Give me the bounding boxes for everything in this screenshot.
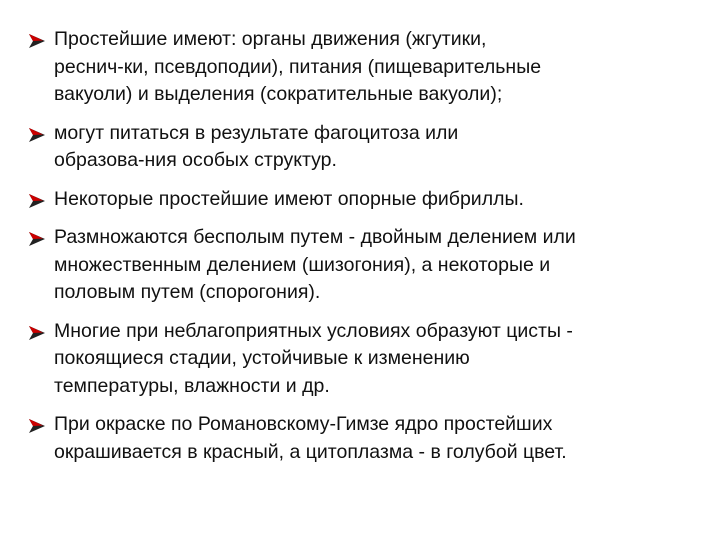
bullet-line: Многие при неблагоприятных условиях образуют цисты -	[54, 319, 573, 342]
bullet-line: множественным делением (шизогония), а некоторые и	[54, 253, 551, 276]
bullet-text	[54, 411, 708, 466]
arrow-bullet-icon	[28, 127, 46, 143]
bullet-line: Некоторые простейшие имеют опорные фибриллы.	[54, 187, 524, 210]
bullet-line: Размножаются бесполым путем - двойным делением или	[54, 226, 576, 248]
bullet-item	[28, 26, 708, 109]
bullet-line: покоящиеся стадии, устойчивые к изменению	[54, 347, 470, 369]
arrow-bullet-icon	[28, 33, 46, 49]
arrow-bullet-icon	[28, 231, 46, 247]
bullet-line: образова-ния особых структур.	[54, 149, 337, 171]
bullet-line: Простейшие имеют: органы движения (жгутики,	[54, 28, 487, 50]
bullet-item	[28, 411, 708, 466]
bullet-line: При окраске по Романовскому-Гимзе ядро простейших	[54, 413, 553, 435]
bullet-text	[54, 120, 708, 175]
arrow-bullet-icon	[28, 418, 46, 434]
bullet-line: температуры, влажности и др.	[54, 374, 330, 397]
bullet-line: реснич-ки, псевдоподии), питания (пищеварительные	[54, 55, 542, 78]
bullet-text	[54, 186, 708, 214]
arrow-bullet-icon	[28, 325, 46, 341]
bullet-list	[28, 26, 708, 477]
bullet-line: окрашивается в красный, а цитоплазма - в голубой цвет.	[54, 440, 567, 463]
bullet-line: вакуоли) и выделения (сократительные вакуоли);	[54, 83, 503, 105]
bullet-text	[54, 318, 708, 401]
bullet-item	[28, 224, 708, 307]
bullet-item	[28, 318, 708, 401]
arrow-bullet-icon	[28, 193, 46, 209]
bullet-line: половым путем (спорогония).	[54, 281, 321, 303]
bullet-text	[54, 26, 708, 109]
bullet-item	[28, 120, 708, 175]
bullet-text	[54, 224, 708, 307]
bullet-line: могут питаться в результате фагоцитоза или	[54, 121, 459, 144]
bullet-item	[28, 186, 708, 214]
